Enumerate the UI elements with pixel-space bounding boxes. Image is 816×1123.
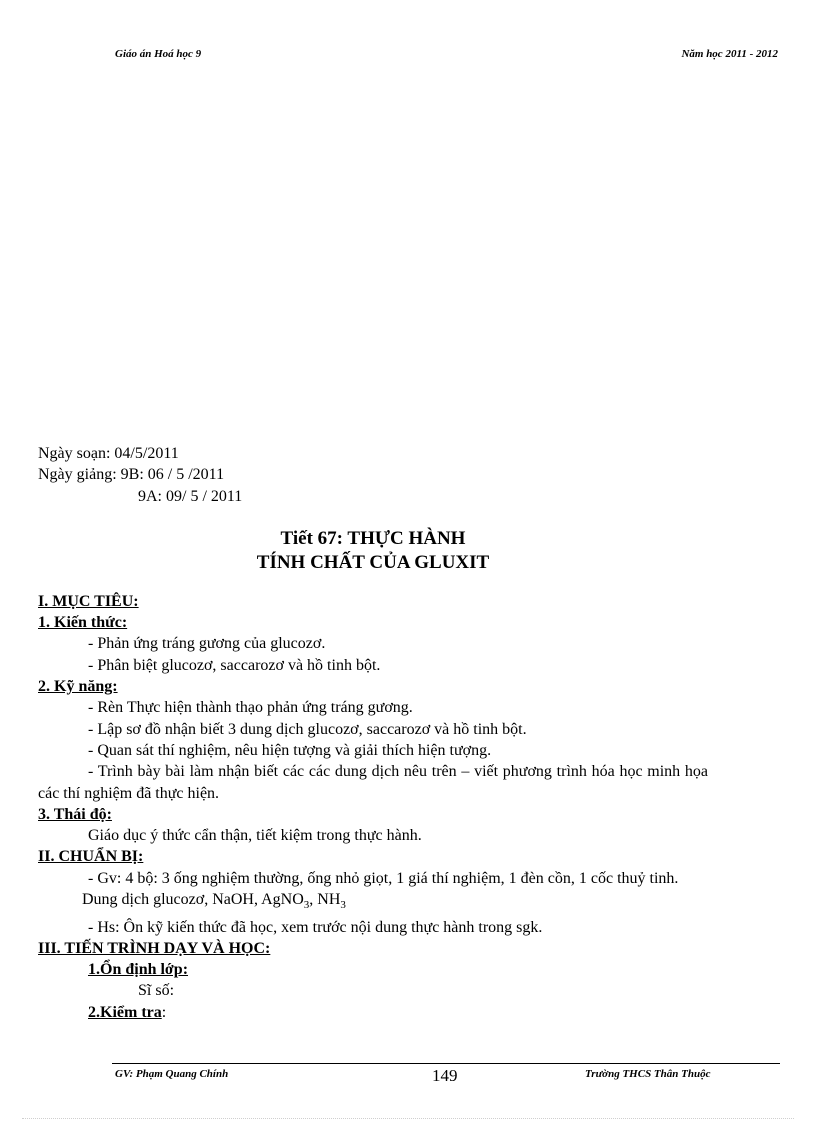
footer-rule bbox=[112, 1063, 780, 1064]
section-tien-trinh: III. TIẾN TRÌNH DẠY VÀ HỌC: bbox=[38, 939, 271, 957]
header-left: Giáo án Hoá học 9 bbox=[115, 48, 202, 60]
kien-thuc-item: - Phân biệt glucozơ, saccarozơ và hồ tinh bột. bbox=[88, 656, 381, 674]
heading-kiem-tra: 2.Kiểm tra: bbox=[88, 1003, 167, 1021]
ky-nang-item: - Rèn Thực hiện thành thạo phản ứng tráng gương. bbox=[88, 699, 413, 717]
ngay-giang-9a: 9A: 09/ 5 / 2011 bbox=[138, 487, 243, 505]
page-boundary bbox=[22, 1118, 794, 1119]
section-chuan-bi: II. CHUẨN BỊ: bbox=[38, 848, 144, 866]
chuan-bi-dung-dich: Dung dịch glucozơ, NaOH, AgNO$_3$, $NH_3$ bbox=[82, 891, 346, 912]
section-muc-tieu: I. MỤC TIÊU: bbox=[38, 592, 139, 610]
ky-nang-item: - Quan sát thí nghiệm, nêu hiện tượng và giải thích hiện tượng. bbox=[88, 741, 492, 759]
chuan-bi-hs: - Hs: Ôn kỹ kiến thức đã học, xem trước nội dung thực hành trong sgk. bbox=[88, 918, 543, 936]
si-so: Sĩ số: bbox=[138, 982, 175, 1000]
document-body bbox=[38, 443, 708, 1023]
ky-nang-item: - Lập sơ đồ nhận biết 3 dung dịch glucozơ, saccarozơ và hồ tinh bột. bbox=[88, 720, 527, 738]
header-right: Năm học 2011 - 2012 bbox=[681, 48, 778, 60]
footer-school: Trường THCS Thân Thuộc bbox=[585, 1068, 711, 1080]
lesson-title: Tiết 67: THỰC HÀNH bbox=[280, 527, 466, 549]
page-number: 149 bbox=[432, 1066, 458, 1085]
heading-on-dinh: 1.Ổn định lớp: bbox=[88, 961, 189, 979]
heading-ky-nang: 2. Kỹ năng: bbox=[38, 678, 118, 696]
heading-thai-do: 3. Thái độ: bbox=[38, 805, 112, 823]
ky-nang-item: - Trình bày bài làm nhận biết các các dung dịch nêu trên – viết phương trình hóa học minh họa các thí nghiệm đã thực hiện. bbox=[38, 763, 708, 802]
chuan-bi-gv: - Gv: 4 bộ: 3 ống nghiệm thường, ống nhỏ giọt, 1 giá thí nghiệm, 1 đèn cồn, 1 cốc thuỷ tinh. bbox=[88, 869, 679, 887]
lesson-subtitle: TÍNH CHẤT CỦA GLUXIT bbox=[256, 551, 490, 573]
ngay-soan: Ngày soạn: 04/5/2011 bbox=[38, 445, 179, 462]
heading-kien-thuc: 1. Kiến thức: bbox=[38, 614, 128, 632]
kien-thuc-item: - Phản ứng tráng gương của glucozơ. bbox=[88, 635, 326, 653]
ngay-giang: Ngày giảng: 9B: 06 / 5 /2011 bbox=[38, 466, 225, 484]
thai-do-text: Giáo dục ý thức cẩn thận, tiết kiệm trong thực hành. bbox=[88, 827, 422, 845]
footer-teacher: GV: Phạm Quang Chính bbox=[115, 1068, 229, 1080]
